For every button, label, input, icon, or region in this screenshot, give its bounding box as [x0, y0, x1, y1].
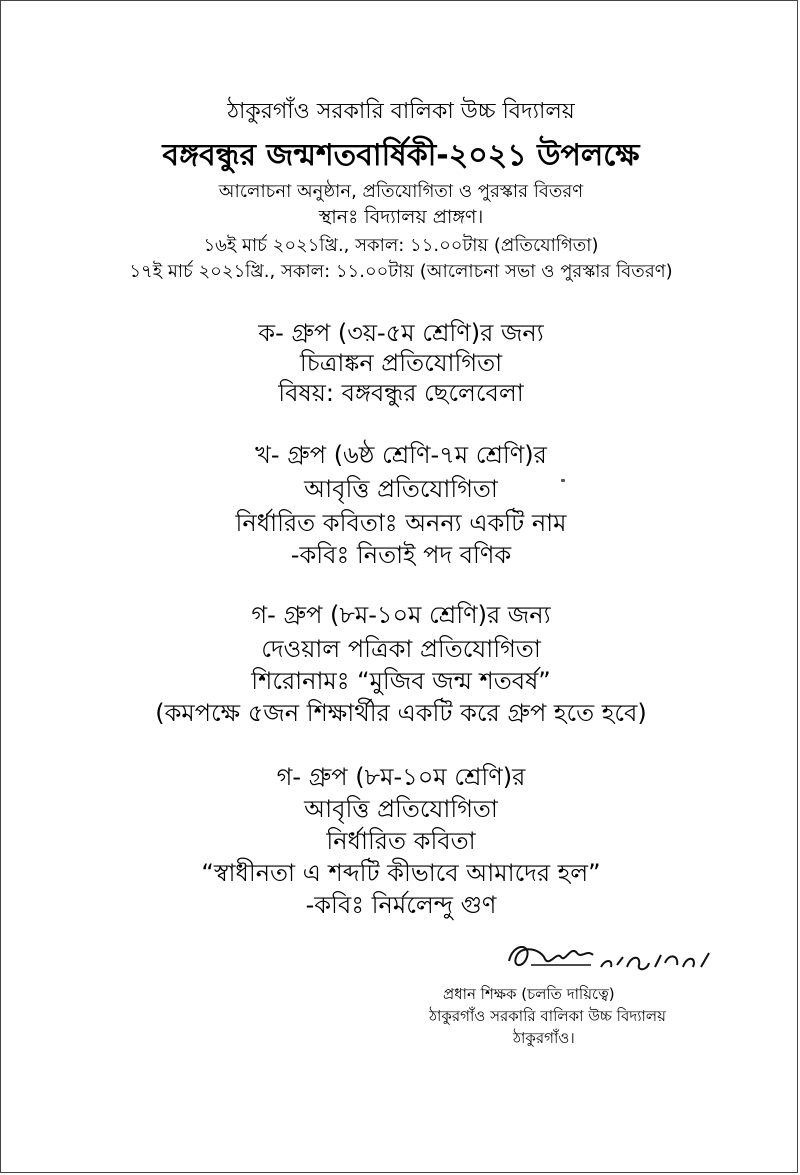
group-event: আবৃত্তি প্রতিযোগিতা: [304, 475, 498, 503]
group-heading: খ- গ্রুপ (৬ষ্ঠ শ্রেণি-৭ম শ্রেণি)র: [255, 441, 547, 469]
group-detail: নির্ধারিত কবিতাঃ অনন্য একটি নাম: [235, 509, 567, 537]
signatory-title: প্রধান শিক্ষক (চলতি দায়িত্বে): [443, 985, 615, 1003]
signature-block: [429, 931, 741, 1051]
venue-line: স্থানঃ বিদ্যালয় প্রাঙ্গণ।: [318, 206, 484, 228]
scan-speck: [561, 479, 565, 482]
signatory-place: ঠাকুরগাঁও।: [513, 1029, 575, 1047]
notice-title: বঙ্গবন্ধুর জন্মশতবার্ষিকী-২০২১ উপলক্ষে: [162, 138, 640, 173]
group-event: চিত্রাঙ্কন প্রতিযোগিতা: [299, 349, 503, 377]
school-name: ঠাকুরগাঁও সরকারি বালিকা উচ্চ বিদ্যালয়: [227, 99, 575, 124]
group-event: দেওয়াল পত্রিকা প্রতিযোগিতা: [261, 635, 541, 663]
group-detail: শিরোনামঃ “মুজিব জন্ম শতবর্ষ”: [251, 667, 551, 695]
group-event: আবৃত্তি প্রতিযোগিতা: [304, 795, 498, 823]
group-poet: -কবিঃ নিতাই পদ বণিক: [290, 541, 512, 569]
date-line-1: ১৬ই মার্চ ২০২১খ্রি., সকাল: ১১.০০টায় (প্রতিযোগিতা): [203, 235, 599, 256]
group-poet: -কবিঃ নির্মলেন্দু গুণ: [305, 891, 497, 919]
group-heading: গ- গ্রুপ (৮ম-১০ম শ্রেণি)র: [276, 763, 526, 791]
group-note: (কমপক্ষে ৫জন শিক্ষার্থীর একটি করে গ্রুপ হতে হবে): [155, 699, 647, 727]
signatory-school: ঠাকুরগাঁও সরকারি বালিকা উচ্চ বিদ্যালয়: [429, 1007, 666, 1025]
group-detail: বিষয়: বঙ্গবন্ধুর ছেলেবেলা: [278, 379, 524, 407]
handwritten-signature: [501, 931, 721, 983]
group-heading: গ- গ্রুপ (৮ম-১০ম শ্রেণি)র জন্য: [251, 601, 551, 629]
group-detail: নির্ধারিত কবিতা: [326, 827, 476, 855]
group-heading: ক- গ্রুপ (৩য়-৫ম শ্রেণি)র জন্য: [258, 319, 544, 347]
date-line-2: ১৭ই মার্চ ২০২১খ্রি., সকাল: ১১.০০টায় (আলোচনা সভা ও পুরস্কার বিতরণ): [129, 261, 673, 282]
poem-title: “স্বাধীনতা এ শব্দটি কীভাবে আমাদের হল”: [201, 859, 601, 887]
notice-subtitle: আলোচনা অনুষ্ঠান, প্রতিযোগিতা ও পুরস্কার বিতরণ: [218, 181, 584, 202]
